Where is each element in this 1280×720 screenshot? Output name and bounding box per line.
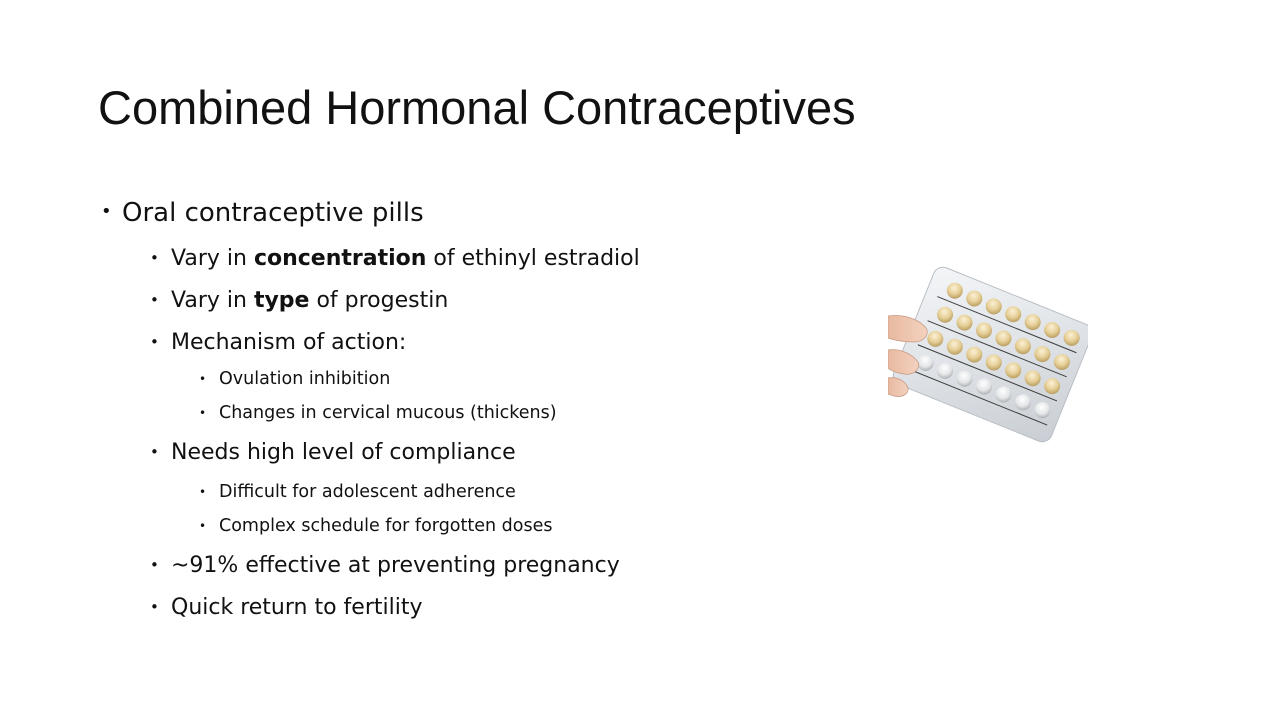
bullet-icon: • <box>101 201 112 222</box>
bullet-icon: • <box>199 372 207 386</box>
bullet-icon: • <box>150 556 159 574</box>
bullet-icon: • <box>150 598 159 616</box>
bullet-icon: • <box>150 333 159 351</box>
bullet-progestin-type: • Vary in type of progestin <box>150 288 449 313</box>
bullet-mechanism: • Mechanism of action: <box>150 330 407 355</box>
bullet-concentration: • Vary in concentration of ethinyl estradiol <box>150 246 640 271</box>
bullet-oral-pills: • Oral contraceptive pills <box>101 198 424 228</box>
blister-card <box>890 264 1088 445</box>
bullet-compliance: • Needs high level of compliance <box>150 440 516 465</box>
bullet-ovulation: • Ovulation inhibition <box>199 369 391 389</box>
bullet-icon: • <box>150 291 159 309</box>
emphasis-concentration: concentration <box>253 246 427 271</box>
bullet-cervical: • Changes in cervical mucous (thickens) <box>199 403 557 423</box>
bullet-effective: • ~91% effective at preventing pregnancy <box>150 553 620 578</box>
birth-control-pill-pack-image <box>888 258 1088 458</box>
bullet-icon: • <box>150 443 159 461</box>
emphasis-type: type <box>253 288 310 313</box>
bullet-icon: • <box>150 249 159 267</box>
bullet-icon: • <box>199 406 207 420</box>
bullet-icon: • <box>199 485 207 499</box>
bullet-fertility: • Quick return to fertility <box>150 595 423 620</box>
bullet-adolescent: • Difficult for adolescent adherence <box>199 482 516 502</box>
bullet-icon: • <box>199 519 207 533</box>
slide-title: Combined Hormonal Contraceptives <box>98 81 856 134</box>
bullet-schedule: • Complex schedule for forgotten doses <box>199 516 553 536</box>
